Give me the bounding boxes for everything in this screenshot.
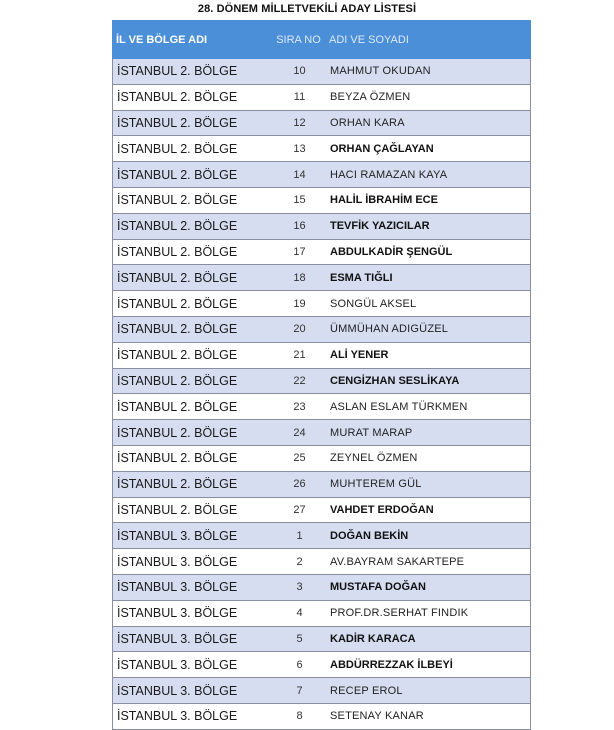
region-cell: İSTANBUL 3. BÖLGE [117, 580, 238, 595]
region-cell: İSTANBUL 2. BÖLGE [117, 270, 238, 285]
table-row [113, 627, 530, 653]
region-cell: İSTANBUL 2. BÖLGE [117, 425, 238, 440]
table-row [113, 240, 530, 266]
region-cell: İSTANBUL 2. BÖLGE [117, 64, 238, 79]
order-number-cell: 7 [296, 684, 303, 697]
candidate-name-cell: PROF.DR.SERHAT FINDIK [330, 607, 469, 620]
table-row [113, 162, 530, 188]
candidate-name-cell: MUSTAFA DOĞAN [330, 581, 426, 594]
candidate-name-cell: TEVFİK YAZICILAR [330, 220, 430, 233]
order-number-cell: 18 [293, 271, 306, 284]
order-number-cell: 23 [293, 400, 306, 413]
candidate-name-cell: DOĞAN BEKİN [330, 529, 409, 542]
candidate-name-cell: SONGÜL AKSEL [330, 297, 417, 310]
table-row [113, 394, 530, 420]
column-header-number: SIRA NO [276, 33, 321, 46]
table-row [113, 317, 530, 343]
table-row [113, 498, 530, 524]
order-number-cell: 1 [296, 529, 303, 542]
candidate-name-cell: ABDULKADİR ŞENGÜL [330, 245, 453, 258]
order-number-cell: 14 [293, 168, 306, 181]
region-cell: İSTANBUL 3. BÖLGE [117, 631, 238, 646]
table-row [113, 549, 530, 575]
table-row [113, 369, 530, 395]
candidate-name-cell: MURAT MARAP [330, 426, 413, 439]
order-number-cell: 4 [296, 607, 303, 620]
table-row [113, 704, 530, 730]
region-cell: İSTANBUL 2. BÖLGE [117, 477, 238, 492]
region-cell: İSTANBUL 2. BÖLGE [117, 219, 238, 234]
candidate-name-cell: MAHMUT OKUDAN [330, 65, 431, 78]
candidate-name-cell: ABDÜRREZZAK İLBEYİ [330, 658, 453, 671]
order-number-cell: 25 [293, 452, 306, 465]
table-row [113, 265, 530, 291]
table-row [113, 575, 530, 601]
document-title: 28. DÖNEM MİLLETVEKİLİ ADAY LİSTESİ [197, 3, 417, 15]
candidate-name-cell: ESMA TIĞLI [330, 271, 393, 284]
region-cell: İSTANBUL 2. BÖLGE [117, 244, 238, 259]
order-number-cell: 19 [293, 297, 306, 310]
region-cell: İSTANBUL 3. BÖLGE [117, 528, 238, 543]
order-number-cell: 3 [296, 581, 303, 594]
region-cell: İSTANBUL 2. BÖLGE [117, 193, 238, 208]
table-row [113, 678, 530, 704]
region-cell: İSTANBUL 2. BÖLGE [117, 373, 238, 388]
region-cell: İSTANBUL 2. BÖLGE [117, 399, 238, 414]
candidate-name-cell: HACI RAMAZAN KAYA [330, 168, 448, 181]
table-row [113, 59, 530, 85]
region-cell: İSTANBUL 2. BÖLGE [117, 167, 238, 182]
table-row [113, 446, 530, 472]
table-body [112, 59, 531, 730]
table-row [113, 214, 530, 240]
candidate-name-cell: CENGİZHAN SESLİKAYA [330, 374, 460, 387]
order-number-cell: 21 [293, 349, 306, 362]
order-number-cell: 5 [296, 632, 303, 645]
order-number-cell: 2 [296, 555, 303, 568]
column-header-region: İL VE BÖLGE ADI [116, 33, 208, 46]
order-number-cell: 20 [293, 323, 306, 336]
order-number-cell: 22 [293, 374, 306, 387]
candidate-name-cell: ASLAN ESLAM TÜRKMEN [330, 400, 468, 413]
order-number-cell: 24 [293, 426, 306, 439]
table-row [113, 343, 530, 369]
table-row [113, 111, 530, 137]
candidate-name-cell: ORHAN ÇAĞLAYAN [330, 142, 434, 155]
candidate-name-cell: AV.BAYRAM SAKARTEPE [330, 555, 465, 568]
candidate-name-cell: ORHAN KARA [330, 116, 405, 129]
order-number-cell: 15 [293, 194, 306, 207]
region-cell: İSTANBUL 3. BÖLGE [117, 606, 238, 621]
table-row [113, 652, 530, 678]
region-cell: İSTANBUL 2. BÖLGE [117, 296, 238, 311]
candidate-name-cell: HALİL İBRAHİM ECE [330, 194, 438, 207]
region-cell: İSTANBUL 2. BÖLGE [117, 322, 238, 337]
candidate-name-cell: MUHTEREM GÜL [330, 478, 422, 491]
candidate-name-cell: VAHDET ERDOĞAN [330, 503, 434, 516]
order-number-cell: 27 [293, 503, 306, 516]
order-number-cell: 13 [293, 142, 306, 155]
table-row [113, 85, 530, 111]
candidate-name-cell: ALİ YENER [330, 349, 389, 362]
order-number-cell: 11 [293, 91, 306, 104]
candidate-name-cell: KADİR KARACA [330, 632, 416, 645]
region-cell: İSTANBUL 2. BÖLGE [117, 90, 238, 105]
order-number-cell: 12 [293, 116, 306, 129]
order-number-cell: 6 [296, 658, 303, 671]
region-cell: İSTANBUL 2. BÖLGE [117, 115, 238, 130]
region-cell: İSTANBUL 3. BÖLGE [117, 657, 238, 672]
candidate-name-cell: ZEYNEL ÖZMEN [330, 452, 418, 465]
order-number-cell: 26 [293, 478, 306, 491]
candidate-table [112, 20, 531, 730]
region-cell: İSTANBUL 3. BÖLGE [117, 683, 238, 698]
candidate-name-cell: RECEP EROL [330, 684, 403, 697]
region-cell: İSTANBUL 2. BÖLGE [117, 141, 238, 156]
table-row [113, 420, 530, 446]
order-number-cell: 10 [293, 65, 306, 78]
table-row [113, 291, 530, 317]
table-row [113, 188, 530, 214]
candidate-name-cell: ÜMMÜHAN ADIGÜZEL [330, 323, 449, 336]
column-header-name: ADI VE SOYADI [329, 33, 409, 46]
table-row [113, 472, 530, 498]
table-row [113, 136, 530, 162]
region-cell: İSTANBUL 2. BÖLGE [117, 451, 238, 466]
region-cell: İSTANBUL 2. BÖLGE [117, 502, 238, 517]
region-cell: İSTANBUL 3. BÖLGE [117, 709, 238, 724]
table-row [113, 523, 530, 549]
region-cell: İSTANBUL 3. BÖLGE [117, 554, 238, 569]
order-number-cell: 8 [296, 710, 303, 723]
region-cell: İSTANBUL 2. BÖLGE [117, 348, 238, 363]
candidate-name-cell: BEYZA ÖZMEN [330, 91, 411, 104]
table-row [113, 601, 530, 627]
order-number-cell: 16 [293, 220, 306, 233]
table-header [112, 20, 531, 59]
order-number-cell: 17 [293, 245, 306, 258]
candidate-name-cell: SETENAY KANAR [330, 710, 424, 723]
